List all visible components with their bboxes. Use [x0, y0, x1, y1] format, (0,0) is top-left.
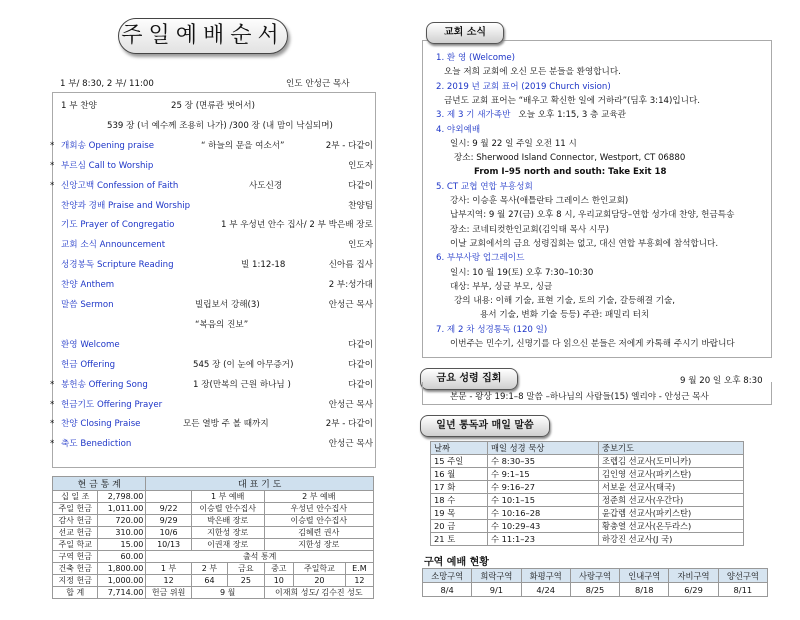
attendance-value: 20 — [294, 575, 346, 587]
offering-amount: 60.00 — [98, 551, 146, 563]
news-line — [436, 251, 524, 265]
news-header: 교회 소식 — [426, 22, 504, 44]
bible-row — [431, 455, 744, 468]
bible-header: 일년 통독과 매일 말씀 — [420, 415, 550, 437]
order-item-name: 말씀 Sermon — [61, 300, 114, 310]
news-line — [450, 223, 609, 237]
friday-header: 금요 성령 집회 — [420, 368, 518, 390]
leader: 인도 안성근 목사 — [286, 79, 350, 89]
news-line — [450, 266, 593, 280]
offering-label: 주일 헌금 — [53, 503, 98, 515]
order-item-name: 봉헌송 Offering Song — [61, 379, 148, 390]
order-row — [53, 218, 375, 232]
finance-row — [53, 527, 374, 539]
district-date: 8/25 — [570, 583, 619, 597]
order-row — [50, 417, 375, 431]
bible-reading: 수 9:1–15 — [488, 468, 599, 481]
order-row — [50, 139, 375, 153]
news-line — [450, 237, 718, 251]
committee-names: 이재희 성도/ 김수진 성도 — [264, 587, 373, 599]
order-item-name: 성경봉독 Scripture Reading — [61, 260, 174, 271]
news-text: 3. 제 3 기 새가족반 — [436, 110, 511, 121]
news-text: 2. 2019 년 교회 표어 (2019 Church vision) — [436, 81, 611, 92]
order-item-name: 부르심 Call to Worship — [61, 160, 154, 171]
order-item-name: 헌금기도 Offering Prayer — [61, 399, 163, 410]
news-extra: 오늘 오후 1:15, 3 층 교육관 — [518, 110, 626, 121]
news-text: 5. CT 교협 연합 부흥성회 — [436, 181, 533, 192]
attendance-col: 중고 — [264, 563, 293, 575]
bible-reading: 수 9:16–27 — [488, 481, 599, 494]
news-text: 강의 내용: 이해 기술, 표현 기술, 토의 기술, 갈등해결 기술, — [454, 296, 676, 307]
finance-table — [52, 476, 374, 599]
attendance-value: 10 — [264, 575, 293, 587]
finance-row — [53, 539, 374, 551]
order-item-person: 안성근 목사 — [328, 300, 373, 310]
order-item-detail: 1 장(만복의 근원 하나님 ) — [193, 379, 291, 390]
prayer-service2: 지한성 장로 — [264, 539, 373, 551]
offering-label: 주일 학교 — [53, 539, 98, 551]
col-date: 날짜 — [431, 442, 488, 455]
order-item-person: 2부 - 다같이 — [325, 419, 373, 430]
order-item-person: 인도자 — [348, 160, 373, 171]
news-text: 7. 제 2 차 성경통독 (120 일) — [436, 324, 548, 335]
order-item-person: 다같이 — [348, 339, 373, 350]
col-reading: 매일 성경 묵상 — [488, 442, 599, 455]
bible-row — [431, 507, 744, 520]
district-name: 인내구역 — [620, 569, 669, 583]
district-title: 구역 예배 현황 — [424, 557, 489, 568]
news-text: 대상: 부부, 싱글 부모, 싱글 — [450, 281, 553, 292]
bible-date: 17 화 — [431, 481, 488, 494]
offering-amount: 310.00 — [98, 527, 146, 539]
offering-label: 선교 헌금 — [53, 527, 98, 539]
news-line — [450, 280, 552, 294]
bible-prayer: 정준희 선교사(우간다) — [599, 494, 744, 507]
bible-prayer: 윤갑렘 선교사(파키스탄) — [599, 507, 744, 520]
order-row — [53, 99, 375, 113]
order-item-detail: 539 장 (너 예수께 조용히 나가) /300 장 (내 맘이 낙심되며) — [107, 120, 333, 131]
bible-prayer: 황충열 선교사(온두라스) — [599, 520, 744, 533]
bible-prayer: 김인영 선교사(파키스탄) — [599, 468, 744, 481]
bible-reading: 수 10:1–15 — [488, 494, 599, 507]
news-line — [454, 151, 685, 165]
bible-row — [431, 533, 744, 546]
order-item-name: 찬양 Anthem — [61, 280, 115, 291]
order-item-name: 신앙고백 Confession of Faith — [61, 180, 179, 191]
prayer-service1: 박은배 장로 — [191, 515, 264, 527]
bible-row — [431, 481, 744, 494]
news-text: From I–95 north and south: Take Exit 18 — [474, 167, 667, 178]
order-item-name: 헌금 Offering — [61, 359, 116, 370]
offering-label: 구역 헌금 — [53, 551, 98, 563]
order-of-worship — [52, 92, 376, 468]
order-item-person: 다같이 — [348, 379, 373, 390]
bible-date: 21 토 — [431, 533, 488, 546]
offering-label: 십 일 조 — [53, 491, 98, 503]
news-line — [450, 137, 577, 151]
district-table — [422, 568, 768, 597]
bible-date: 19 목 — [431, 507, 488, 520]
star-mark: * — [50, 399, 55, 410]
news-line — [436, 180, 533, 194]
news-text: 6. 부부사랑 업그레이드 — [436, 253, 525, 264]
offering-label: 지정 헌금 — [53, 575, 98, 587]
bible-reading: 수 10:16–28 — [488, 507, 599, 520]
news-line — [436, 80, 611, 94]
order-row — [50, 398, 375, 412]
bible-date: 16 월 — [431, 468, 488, 481]
news-text: 장소: Sherwood Island Connector, Westport, CT 06880 — [454, 153, 686, 164]
bible-row — [431, 494, 744, 507]
news-text: 오늘 저희 교회에 오신 모든 분들을 환영합니다. — [444, 67, 621, 78]
bible-date: 18 수 — [431, 494, 488, 507]
finance-row — [53, 503, 374, 515]
order-row — [53, 358, 375, 372]
order-row — [53, 278, 375, 292]
prayer-service2: 김혜련 권사 — [264, 527, 373, 539]
news-text: 이날 교회에서의 금요 성령집회는 없고, 대신 연합 부흥회에 참석합니다. — [450, 238, 719, 249]
order-row — [53, 119, 375, 133]
bible-reading: 수 8:30–35 — [488, 455, 599, 468]
bible-date: 15 주일 — [431, 455, 488, 468]
prayer-service1: 이승렬 안수집사 — [191, 503, 264, 515]
friday-time: 9 월 20 일 오후 8:30 — [680, 376, 763, 386]
prayer-date: 10/13 — [146, 539, 191, 551]
news-text: 이번주는 민수기, 신명기를 다 읽으신 분들은 저에게 카톡해 주시기 바랍니다 — [450, 339, 735, 349]
finance-row — [53, 515, 374, 527]
star-mark: * — [50, 379, 55, 390]
offering-amount: 720.00 — [98, 515, 146, 527]
attendance-col: 1 부 — [146, 563, 191, 575]
prayer-date: 9/29 — [146, 515, 191, 527]
district-date: 9/1 — [472, 583, 521, 597]
order-item-detail: 1 부 우성년 안수 집사/ 2 부 박은배 장로 — [221, 220, 373, 231]
order-item-detail: 545 장 (이 눈에 아무증거) — [193, 359, 294, 370]
order-item-name: 환영 Welcome — [61, 339, 120, 350]
attendance-value: 25 — [228, 575, 264, 587]
news-line — [450, 337, 735, 351]
friday-text: 본문 - 왕상 19:1–8 말씀 –하나님의 사람들(15) 엘리야 - 안성근 목사 — [450, 392, 709, 402]
order-item-person: 신아름 집사 — [328, 260, 373, 271]
order-row — [50, 378, 375, 392]
order-item-detail: “복음의 진보” — [195, 319, 249, 330]
order-item-detail: 25 장 (면류관 벗어서) — [171, 101, 255, 111]
order-row — [53, 199, 375, 213]
committee-month: 9 월 — [191, 587, 264, 599]
district-date: 6/29 — [669, 583, 718, 597]
district-name: 자비구역 — [669, 569, 718, 583]
news-line — [444, 94, 700, 108]
bible-table — [430, 441, 744, 546]
prayer-date: 9/22 — [146, 503, 191, 515]
district-date: 8/4 — [423, 583, 472, 597]
order-row — [53, 258, 375, 272]
committee-label: 헌금 위원 — [146, 587, 191, 599]
order-item-person: 다같이 — [348, 180, 373, 191]
district-name: 양선구역 — [718, 569, 767, 583]
order-item-name: 축도 Benediction — [61, 439, 132, 450]
attendance-col: E.M — [345, 563, 373, 575]
order-item-person: 인도자 — [348, 240, 373, 251]
bible-prayer: 조렙김 선교사(도미니카) — [599, 455, 744, 468]
order-item-detail: 빌 1:12-18 — [241, 260, 286, 271]
order-item-name: 찬양과 경배 Praise and Worship — [61, 200, 191, 211]
offering-amount: 1,800.00 — [98, 563, 146, 575]
service2-header: 2 부 예배 — [264, 491, 373, 503]
news-line — [436, 108, 626, 122]
order-row — [50, 159, 375, 173]
order-row — [53, 338, 375, 352]
star-mark: * — [50, 140, 55, 151]
order-item-detail: 빌립보서 강해(3) — [195, 300, 260, 310]
order-item-person: 2부 - 다같이 — [325, 140, 373, 151]
bible-prayer: 서보윤 선교사(태국) — [599, 481, 744, 494]
news-text: 금년도 교회 표어는 “배우고 확신한 일에 거하라”(딤후 3:14)입니다. — [444, 95, 701, 106]
prayer-service2: 이승렬 안수집사 — [264, 515, 373, 527]
star-mark: * — [50, 439, 55, 450]
news-line — [474, 165, 666, 179]
prayer-service1: 이권재 장로 — [191, 539, 264, 551]
offering-header: 현 금 통 계 — [53, 477, 146, 491]
attendance-value: 12 — [146, 575, 191, 587]
attendance-col: 주일학교 — [294, 563, 346, 575]
order-row — [53, 298, 375, 312]
order-row — [50, 437, 375, 451]
district-date: 8/11 — [718, 583, 767, 597]
order-item-detail: “ 하늘의 문을 여소서” — [201, 140, 285, 151]
order-item-name: 찬양 Closing Praise — [61, 419, 141, 430]
district-name: 소망구역 — [423, 569, 472, 583]
order-item-person: 안성근 목사 — [328, 439, 373, 450]
bible-row — [431, 468, 744, 481]
service-times: 1 부/ 8:30, 2 부/ 11:00 — [60, 79, 154, 89]
order-item-name: 기도 Prayer of Congregatio — [61, 220, 175, 231]
offering-total-label: 합 계 — [53, 587, 98, 599]
news-text: 4. 야외예배 — [436, 124, 481, 135]
district-date: 4/24 — [521, 583, 570, 597]
news-text: 용서 기술, 변화 기술 등등) 주관: 패밀리 터치 — [480, 310, 650, 321]
offering-amount: 1,011.00 — [98, 503, 146, 515]
news-text: 일시: 10 월 19(토) 오후 7:30–10:30 — [450, 267, 594, 278]
district-date: 8/18 — [620, 583, 669, 597]
district-name: 희락구역 — [472, 569, 521, 583]
service1-header: 1 부 예배 — [191, 491, 264, 503]
news-line — [444, 65, 621, 79]
order-item-name: 개회송 Opening praise — [61, 140, 155, 151]
order-row — [50, 179, 375, 193]
news-text: 장소: 코네티컷한인교회(김익태 목사 시무) — [450, 224, 609, 235]
offering-amount: 2,798.00 — [98, 491, 146, 503]
page-title: 주일예배순서 — [118, 18, 288, 54]
news-line — [436, 323, 547, 337]
news-line — [436, 51, 515, 65]
offering-label: 감사 헌금 — [53, 515, 98, 527]
attendance-value: 12 — [345, 575, 373, 587]
news-line — [450, 208, 734, 222]
attendance-header: 출석 통계 — [146, 551, 374, 563]
bible-date: 20 금 — [431, 520, 488, 533]
order-item-detail: 사도신경 — [249, 180, 283, 191]
district-name: 화평구역 — [521, 569, 570, 583]
news-text: 납부지역: 9 월 27(금) 오후 8 시, 우리교회담당–연합 성가대 찬양, 헌금특송 — [450, 210, 735, 221]
offering-total: 7,714.00 — [98, 587, 146, 599]
order-item-person: 안성근 목사 — [328, 399, 373, 410]
offering-amount: 15.00 — [98, 539, 146, 551]
prayer-date: 10/6 — [146, 527, 191, 539]
bible-row — [431, 520, 744, 533]
order-item-detail: 모든 열방 주 볼 때까지 — [183, 419, 269, 430]
news-line — [480, 308, 649, 322]
attendance-col: 2 부 — [191, 563, 227, 575]
star-mark: * — [50, 160, 55, 171]
prayer-service1: 지한성 장로 — [191, 527, 264, 539]
bible-reading: 수 10:29–43 — [488, 520, 599, 533]
news-text: 1. 환 영 (Welcome) — [436, 53, 516, 63]
news-line — [436, 123, 480, 137]
offering-amount: 1,000.00 — [98, 575, 146, 587]
news-line — [450, 194, 628, 208]
order-item-name: 1 부 찬양 — [61, 101, 97, 111]
district-name: 사랑구역 — [570, 569, 619, 583]
bible-prayer: 하강진 선교사(J 국) — [599, 533, 744, 546]
attendance-value: 64 — [191, 575, 227, 587]
col-prayer: 중보기도 — [599, 442, 744, 455]
order-item-person: 다같이 — [348, 359, 373, 370]
order-item-name: 교회 소식 Announcement — [61, 240, 166, 251]
bible-reading: 수 11:1–23 — [488, 533, 599, 546]
order-row — [53, 238, 375, 252]
star-mark: * — [50, 180, 55, 191]
prayer-header: 대 표 기 도 — [146, 477, 374, 491]
order-row — [53, 318, 375, 332]
order-item-person: 2 부:성가대 — [328, 280, 373, 291]
news-text: 강사: 이승훈 목사(애틀란타 그레이스 한인교회) — [450, 196, 629, 206]
attendance-col: 금요 — [228, 563, 264, 575]
order-item-person: 찬양팀 — [348, 200, 373, 211]
news-line — [454, 294, 675, 308]
star-mark: * — [50, 419, 55, 430]
news-text: 일시: 9 월 22 일 주일 오전 11 시 — [450, 138, 577, 149]
prayer-service2: 우성년 안수집사 — [264, 503, 373, 515]
offering-label: 건축 헌금 — [53, 563, 98, 575]
